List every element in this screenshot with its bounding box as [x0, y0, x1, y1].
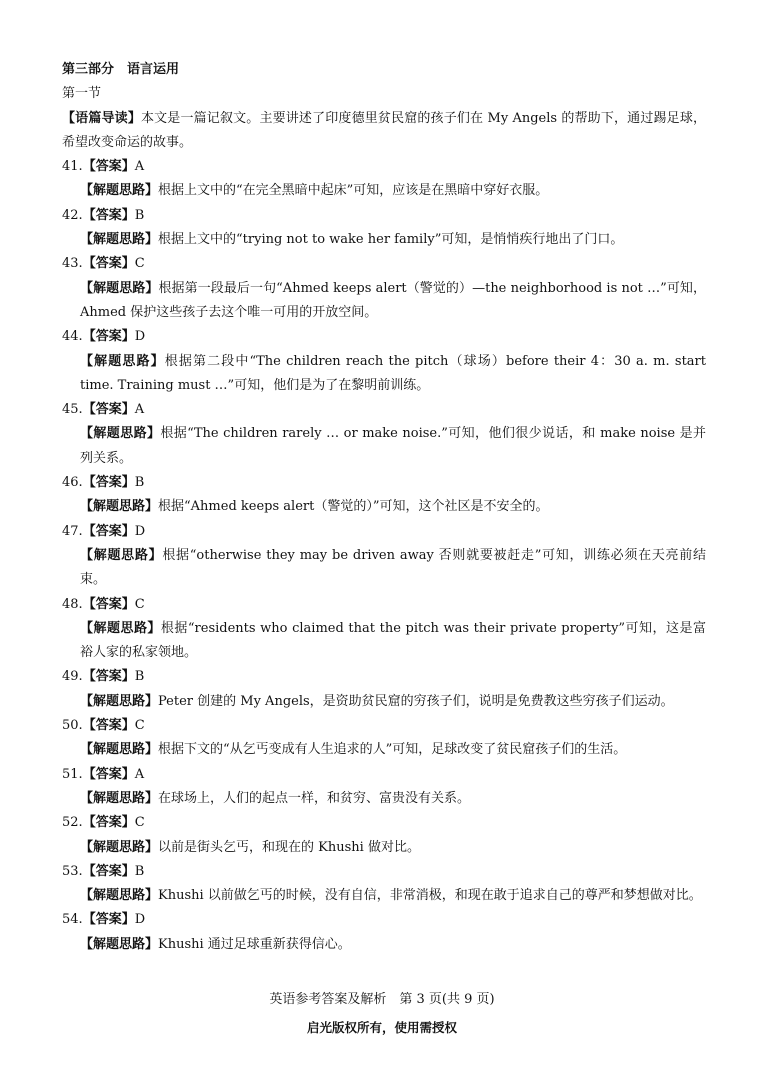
answer-item — [62, 204, 706, 253]
answer-line — [62, 252, 706, 276]
answer-item — [62, 714, 706, 763]
answer-choice: D — [134, 912, 146, 928]
explain-tag: 【解题思路】 — [80, 280, 159, 296]
explanation — [62, 179, 706, 203]
answer-line — [62, 811, 706, 835]
explanation-text: 根据第一段最后一句“Ahmed keeps alert（警觉的）—the neighborhood is not …”可知，Ahmed 保护这些孩子去这个唯一可用的开放空间。 — [80, 280, 706, 320]
answer-tag: 【答案】 — [82, 207, 135, 223]
answer-choice: A — [134, 402, 145, 418]
explain-tag: 【解题思路】 — [80, 839, 159, 855]
explain-tag: 【解题思路】 — [80, 499, 159, 515]
answer-item — [62, 155, 706, 204]
explanation — [62, 836, 706, 860]
answer-line — [62, 155, 706, 179]
answer-list — [62, 155, 706, 957]
explanation-text: Khushi 通过足球重新获得信心。 — [158, 936, 351, 952]
answer-line — [62, 520, 706, 544]
explain-tag: 【解题思路】 — [80, 426, 161, 442]
answer-choice: A — [134, 766, 145, 782]
answer-tag: 【答案】 — [82, 402, 135, 418]
answer-tag: 【答案】 — [82, 766, 135, 782]
explain-tag: 【解题思路】 — [80, 547, 163, 563]
question-number: 51. — [62, 766, 83, 782]
explanation — [62, 787, 706, 811]
answer-tag: 【答案】 — [82, 718, 135, 734]
guide-tag: 【语篇导读】 — [62, 110, 141, 126]
explanation — [62, 738, 706, 762]
answer-tag: 【答案】 — [82, 669, 135, 685]
explanation — [62, 617, 706, 666]
answer-line — [62, 593, 706, 617]
subsection-title: 第一节 — [62, 86, 102, 102]
explain-tag: 【解题思路】 — [80, 620, 161, 636]
footer-page-info: 英语参考答案及解析 第 3 页(共 9 页) — [269, 992, 495, 1007]
answer-tag: 【答案】 — [82, 159, 135, 175]
question-number: 47. — [62, 523, 83, 539]
answer-line — [62, 908, 706, 932]
question-number: 42. — [62, 207, 83, 223]
answer-choice: C — [134, 256, 145, 272]
answer-line — [62, 860, 706, 884]
reading-guide — [62, 107, 706, 156]
explain-tag: 【解题思路】 — [80, 693, 159, 709]
guide-text: 本文是一篇记叙文。主要讲述了印度德里贫民窟的孩子们在 My Angels 的帮助下，通过踢足球，希望改变命运的故事。 — [62, 110, 706, 150]
answer-line — [62, 763, 706, 787]
explanation — [62, 350, 706, 399]
answer-choice: B — [134, 475, 145, 491]
explanation-text: 根据“The children rarely … or make noise.”可知，他们很少说话，和 make noise 是并列关系。 — [80, 426, 706, 466]
answer-choice: D — [134, 523, 146, 539]
explanation-text: 根据“residents who claimed that the pitch was their private property”可知，这是富裕人家的私家领地。 — [80, 620, 706, 661]
answer-choice: C — [134, 718, 145, 734]
explain-tag: 【解题思路】 — [80, 936, 159, 952]
answer-tag: 【答案】 — [82, 596, 135, 612]
answer-item — [62, 325, 706, 398]
answer-tag: 【答案】 — [82, 912, 135, 928]
answer-line — [62, 471, 706, 495]
explanation-text: 根据上文中的“trying not to wake her family”可知，是悄悄疾行地出了门口。 — [158, 232, 624, 248]
question-number: 54. — [62, 912, 83, 928]
question-number: 49. — [62, 669, 83, 685]
explanation — [62, 884, 706, 908]
answer-choice: D — [134, 329, 146, 345]
answer-item — [62, 593, 706, 666]
explain-tag: 【解题思路】 — [80, 790, 159, 806]
answer-item — [62, 252, 706, 325]
explanation-text: 根据上文中的“在完全黑暗中起床”可知，应该是在黑暗中穿好衣服。 — [158, 183, 549, 199]
explain-tag: 【解题思路】 — [80, 353, 165, 369]
explanation — [62, 544, 706, 593]
question-number: 52. — [62, 815, 83, 831]
question-number: 48. — [62, 596, 83, 612]
answer-tag: 【答案】 — [82, 256, 135, 272]
answer-choice: B — [134, 207, 145, 223]
answer-item — [62, 520, 706, 593]
answer-item — [62, 471, 706, 520]
answer-item — [62, 665, 706, 714]
answer-line — [62, 204, 706, 228]
answer-line — [62, 325, 706, 349]
explanation-text: 根据第二段中“The children reach the pitch（球场）before their 4：30 a. m. start time. Training must …”可知，他们是为了在黎明前训练。 — [80, 353, 706, 393]
explain-tag: 【解题思路】 — [80, 888, 159, 904]
question-number: 53. — [62, 863, 83, 879]
explanation — [62, 422, 706, 471]
explanation-text: 在球场上，人们的起点一样，和贫穷、富贵没有关系。 — [158, 790, 471, 806]
explain-tag: 【解题思路】 — [80, 742, 159, 758]
explanation — [62, 277, 706, 326]
explanation-text: 以前是街头乞丐，和现在的 Khushi 做对比。 — [158, 839, 420, 855]
answer-item — [62, 908, 706, 957]
explanation-text: 根据“Ahmed keeps alert（警觉的）”可知，这个社区是不安全的。 — [158, 499, 549, 515]
answer-tag: 【答案】 — [82, 329, 135, 345]
answer-choice: C — [134, 596, 145, 612]
explanation — [62, 690, 706, 714]
answer-line — [62, 665, 706, 689]
answer-choice: B — [134, 863, 145, 879]
answer-choice: C — [134, 815, 145, 831]
footer-copyright: 启光版权所有，使用需授权 — [306, 1020, 457, 1035]
explanation-text: Peter 创建的 My Angels，是资助贫民窟的穷孩子们，说明是免费教这些穷孩子们运动。 — [158, 693, 674, 709]
explain-tag: 【解题思路】 — [80, 232, 159, 248]
answer-item — [62, 860, 706, 909]
answer-tag: 【答案】 — [82, 815, 135, 831]
question-number: 46. — [62, 475, 83, 491]
section-title: 第三部分 语言运用 — [62, 62, 180, 77]
answer-tag: 【答案】 — [82, 475, 135, 491]
answer-line — [62, 398, 706, 422]
answer-choice: A — [134, 159, 145, 175]
explanation-text: 根据下文的“从乞丐变成有人生追求的人”可知，足球改变了贫民窟孩子们的生活。 — [158, 742, 627, 758]
answer-choice: B — [134, 669, 145, 685]
explanation — [62, 933, 706, 957]
answer-tag: 【答案】 — [82, 863, 135, 879]
question-number: 50. — [62, 718, 83, 734]
explanation — [62, 495, 706, 519]
document-body — [62, 58, 706, 957]
explanation-text: Khushi 以前做乞丐的时候，没有自信，非常消极，和现在敢于追求自己的尊严和梦想做对比。 — [158, 888, 702, 904]
explain-tag: 【解题思路】 — [80, 183, 159, 199]
question-number: 41. — [62, 159, 83, 175]
answer-line — [62, 714, 706, 738]
answer-item — [62, 398, 706, 471]
answer-item — [62, 763, 706, 812]
explanation — [62, 228, 706, 252]
explanation-text: 根据“otherwise they may be driven away 否则就要被赶走”可知，训练必须在天亮前结束。 — [80, 547, 706, 588]
answer-item — [62, 811, 706, 860]
question-number: 43. — [62, 256, 83, 272]
question-number: 44. — [62, 329, 83, 345]
answer-tag: 【答案】 — [82, 523, 135, 539]
question-number: 45. — [62, 402, 83, 418]
